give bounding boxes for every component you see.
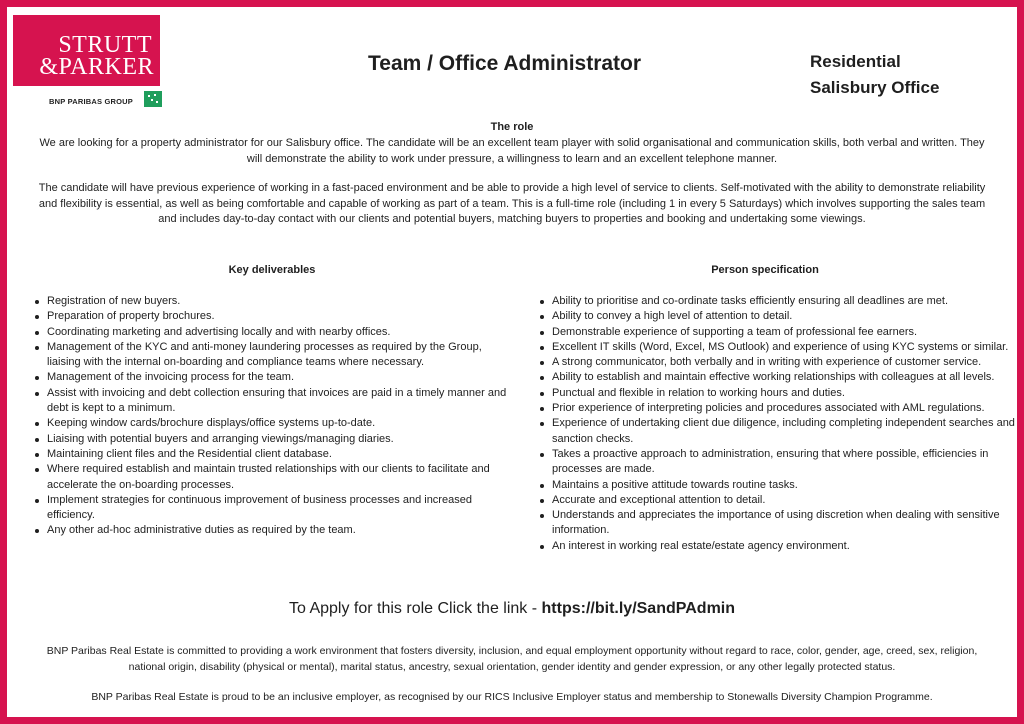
list-item: Keeping window cards/brochure displays/office systems up-to-date. xyxy=(47,416,517,431)
list-item: Punctual and flexible in relation to working hours and duties. xyxy=(552,386,1017,401)
list-item: Ability to establish and maintain effective working relationships with colleagues at all levels. xyxy=(552,370,1017,385)
list-item: Demonstrable experience of supporting a team of professional fee earners. xyxy=(552,325,1017,340)
list-item: Takes a proactive approach to administration, ensuring that where possible, efficiencies in processes are made. xyxy=(552,447,1017,478)
list-item: Registration of new buyers. xyxy=(47,294,517,309)
list-item: Ability to convey a high level of attention to detail. xyxy=(552,309,1017,324)
list-item: Coordinating marketing and advertising locally and with nearby offices. xyxy=(47,325,517,340)
list-item: Implement strategies for continuous improvement of business processes and increased efficiency. xyxy=(47,493,517,524)
person-specification-heading: Person specification xyxy=(711,264,819,276)
list-item: Prior experience of interpreting policies and procedures associated with AML regulations. xyxy=(552,401,1017,416)
key-deliverables-heading: Key deliverables xyxy=(228,264,316,276)
list-item: Experience of undertaking client due diligence, including completing independent searches and sanction checks. xyxy=(552,416,1017,447)
logo-text-strutt: STRUTT xyxy=(58,32,152,58)
office-label: Salisbury Office xyxy=(810,78,940,97)
bnp-stars-icon xyxy=(144,91,162,107)
list-item: Management of the KYC and anti-money laundering processes as required by the Group, liaising with the internal on-boarding and compliance teams where necessary. xyxy=(47,340,517,371)
apply-line xyxy=(7,600,1017,618)
list-item: Management of the invoicing process for the team. xyxy=(47,370,517,385)
list-item: Accurate and exceptional attention to detail. xyxy=(552,493,1017,508)
list-item: Ability to prioritise and co-ordinate tasks efficiently ensuring all deadlines are met. xyxy=(552,294,1017,309)
list-item: Preparation of property brochures. xyxy=(47,309,517,324)
role-heading: The role xyxy=(490,121,534,133)
list-item: Excellent IT skills (Word, Excel, MS Outlook) and experience of using KYC systems or similar. xyxy=(552,340,1017,355)
person-specification-list xyxy=(533,294,1017,554)
list-item: An interest in working real estate/estate agency environment. xyxy=(552,539,1017,554)
list-item: Understands and appreciates the importance of using discretion when dealing with sensitive information. xyxy=(552,508,1017,539)
apply-prefix: To Apply for this role Click the link - xyxy=(288,600,542,617)
bnp-paribas-group-label: BNP PARIBAS GROUP xyxy=(49,97,133,106)
list-item: Maintaining client files and the Residential client database. xyxy=(47,447,517,462)
list-item: A strong communicator, both verbally and in writing with experience of customer service. xyxy=(552,355,1017,370)
list-item: Assist with invoicing and debt collection ensuring that invoices are paid in a timely manner and debt is kept to a minimum. xyxy=(47,386,517,417)
diversity-statement: BNP Paribas Real Estate is committed to providing a work environment that fosters diversity, inclusion, and equal employment opportunity without regard to race, color, gender, age, creed, sex, religion, national origin, disability (physical or mental), marital status, ancestry, sexual orientation, gender identity and gender expression, or any other legally protected status. xyxy=(46,645,978,673)
department-label: Residential xyxy=(810,52,901,71)
strutt-parker-logo xyxy=(13,15,160,86)
inclusive-employer-statement: BNP Paribas Real Estate is proud to be an inclusive employer, as recognised by our RICS Inclusive Employer status and membership to Stonewalls Diversity Champion Programme. xyxy=(91,691,933,703)
key-deliverables-list xyxy=(28,294,517,539)
list-item: Any other ad-hoc administrative duties as required by the team. xyxy=(47,523,517,538)
list-item: Where required establish and maintain trusted relationships with our clients to facilitate and accelerate the on-boarding processes. xyxy=(47,462,517,493)
job-title: Team / Office Administrator xyxy=(368,52,642,75)
logo-text-parker: &PARKER xyxy=(39,54,154,80)
list-item: Liaising with potential buyers and arranging viewings/managing diaries. xyxy=(47,432,517,447)
list-item: Maintains a positive attitude towards routine tasks. xyxy=(552,478,1017,493)
apply-link[interactable]: https://bit.ly/SandPAdmin xyxy=(541,600,736,617)
role-paragraph-1: We are looking for a property administrator for our Salisbury office. The candidate will be an excellent team player with solid organisational and communication skills, both verbal and written. They will demonstrate the ability to work under pressure, a willingness to learn and an excellent telephone manner. xyxy=(39,137,985,165)
document-page xyxy=(7,7,1017,717)
role-paragraph-2: The candidate will have previous experience of working in a fast-paced environment and be able to provide a high level of service to clients. Self-motivated with the ability to demonstrate reliability and flexibility is essential, as well as being comfortable and capable of working as part of a team. This is a full-time role (including 1 in every 5 Saturdays) which involves supporting the sales team and includes day-to-day contact with our clients and potential buyers, matching buyers to properties and booking and undertaking some viewings. xyxy=(38,182,986,225)
